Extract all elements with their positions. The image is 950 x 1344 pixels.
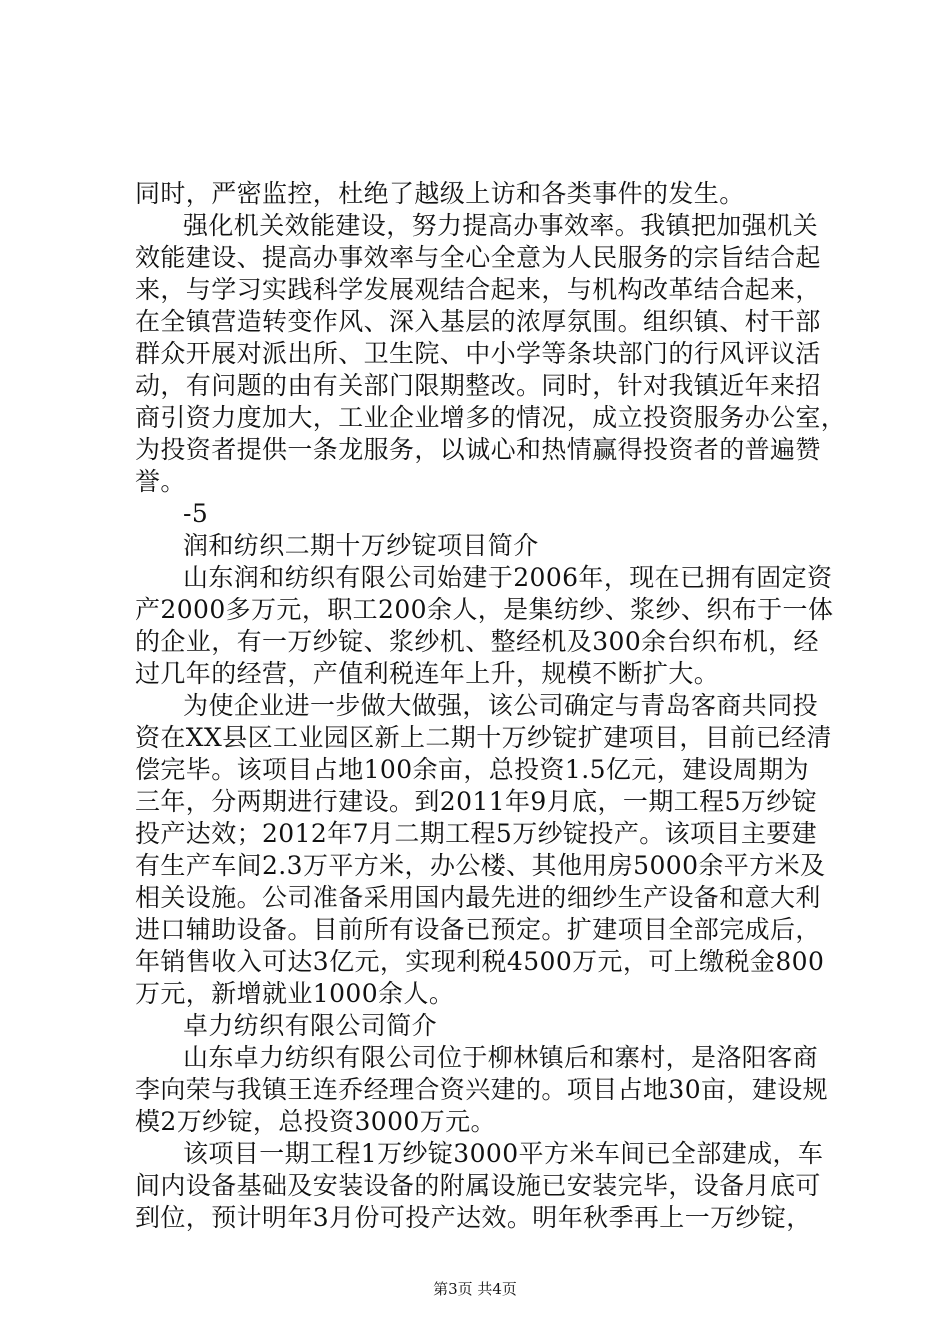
page-footer: 第3页 共4页: [433, 1280, 517, 1298]
text-line: 在全镇营造转变作风、深入基层的浓厚氛围。组织镇、村干部: [135, 307, 821, 336]
text-line: 商引资力度加大，工业企业增多的情况，成立投资服务办公室，: [135, 403, 847, 432]
text-line: 模2万纱锭，总投资3000万元。: [135, 1107, 496, 1136]
text-line: 有生产车间2.3万平方米，办公楼、其他用房5000余平方米及: [135, 851, 826, 880]
text-line: 效能建设、提高办事效率与全心全意为人民服务的宗旨结合起: [135, 243, 821, 272]
text-line: 同时，严密监控，杜绝了越级上访和各类事件的发生。: [135, 179, 745, 208]
text-line: 间内设备基础及安装设备的附属设施已安装完毕，设备月底可: [135, 1171, 821, 1200]
text-line: 产2000多万元，职工200余人，是集纺纱、浆纱、织布于一体: [135, 595, 834, 624]
text-line: 来，与学习实践科学发展观结合起来，与机构改革结合起来，: [135, 275, 821, 304]
text-line: 誉。: [135, 467, 186, 496]
text-line: 相关设施。公司准备采用国内最先进的细纱生产设备和意大利: [135, 883, 821, 912]
text-line: 该项目一期工程1万纱锭3000平方米车间已全部建成，车: [183, 1139, 824, 1168]
text-line: 三年，分两期进行建设。到2011年9月底，一期工程5万纱锭: [135, 787, 818, 816]
text-line: 为投资者提供一条龙服务，以诚心和热情赢得投资者的普遍赞: [135, 435, 821, 464]
text-line: 万元，新增就业1000余人。: [135, 979, 455, 1008]
page-marker: -5: [183, 499, 209, 528]
section-title: 卓力纺织有限公司简介: [183, 1011, 438, 1040]
text-line: 偿完毕。该项目占地100余亩，总投资1.5亿元，建设周期为: [135, 755, 810, 784]
text-line: 山东润和纺织有限公司始建于2006年，现在已拥有固定资: [183, 563, 833, 592]
text-line: 投产达效；2012年7月二期工程5万纱锭投产。该项目主要建: [135, 819, 818, 848]
text-line: 强化机关效能建设，努力提高办事效率。我镇把加强机关: [183, 211, 819, 240]
text-line: 到位，预计明年3月份可投产达效。明年秋季再上一万纱锭，: [135, 1203, 812, 1232]
text-line: 群众开展对派出所、卫生院、中小学等条块部门的行风评议活: [135, 339, 821, 368]
text-line: 进口辅助设备。目前所有设备已预定。扩建项目全部完成后，: [135, 915, 821, 944]
text-line: 山东卓力纺织有限公司位于柳林镇后和寨村，是洛阳客商: [183, 1043, 819, 1072]
text-line: 过几年的经营，产值利税连年上升，规模不断扩大。: [135, 659, 720, 688]
text-line: 资在XX县区工业园区新上二期十万纱锭扩建项目，目前已经清: [135, 723, 832, 752]
text-line: 的企业，有一万纱锭、浆纱机、整经机及300余台织布机，经: [135, 627, 819, 656]
section-title: 润和纺织二期十万纱锭项目简介: [183, 531, 539, 560]
text-line: 年销售收入可达3亿元，实现利税4500万元，可上缴税金800: [135, 947, 825, 976]
text-line: 李向荣与我镇王连乔经理合资兴建的。项目占地30亩，建设规: [135, 1075, 829, 1104]
text-line: 动，有问题的由有关部门限期整改。同时，针对我镇近年来招: [135, 371, 821, 400]
text-line: 为使企业进一步做大做强，该公司确定与青岛客商共同投: [183, 691, 819, 720]
